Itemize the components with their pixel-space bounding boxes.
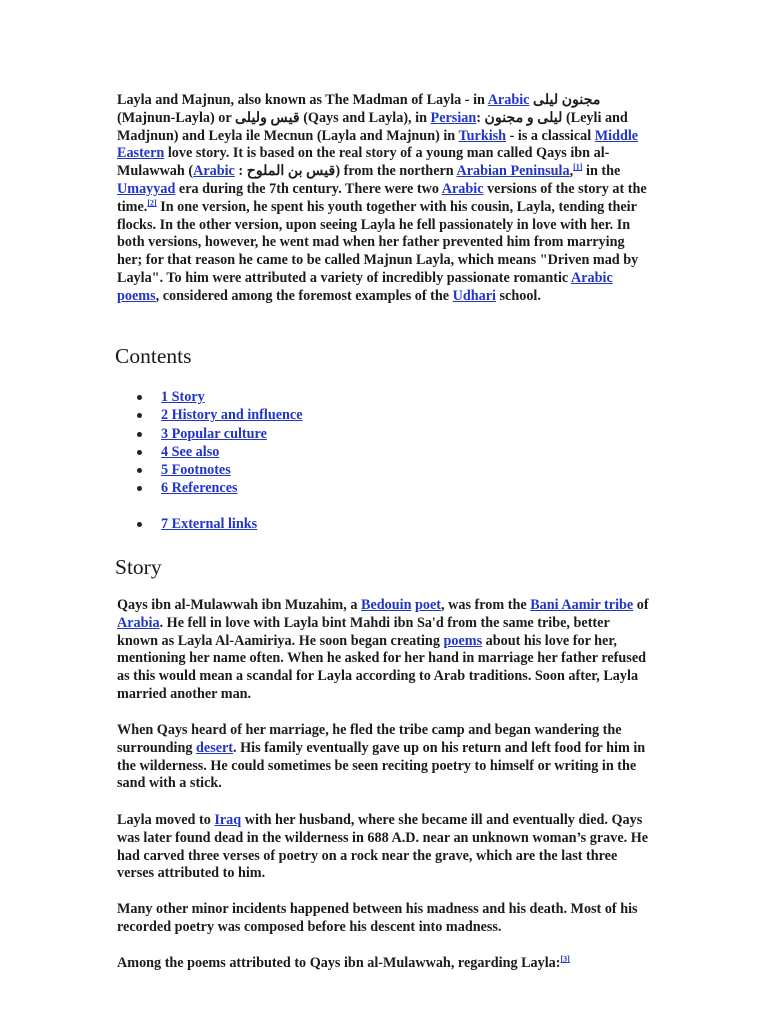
text-run: (Qays and Layla), in: [299, 109, 431, 126]
text-run: in the: [582, 163, 621, 180]
link-bedouin[interactable]: Bedouin: [361, 597, 412, 613]
toc-item: [137, 461, 303, 479]
toc-item: [137, 388, 303, 406]
text-run: Qays ibn al-Mulawwah ibn Muzahim, a: [117, 597, 361, 613]
text-run: Layla moved to: [117, 812, 215, 828]
link-middle-eastern[interactable]: Middle Eastern: [117, 127, 639, 162]
text-run: . His family eventually gave up on his return and left food for him in the wilderness. He could sometimes be seen reciting poetry to himself or writing in the sand with a stick.: [117, 739, 646, 792]
link-turkish[interactable]: Turkish: [458, 127, 507, 144]
text-run: In one version, he spent his youth together with his cousin, Layla, tending their flocks. In the other version, upon seeing Layla he fell passionately in love with her. In both versions, however, he went mad when her father prevented him from marrying her; for that reason he came to be called Majnun Layla, which means "Driven mad by Layla". To him were attributed a variety of incredibly passionate romantic: [117, 198, 639, 286]
text-run: love story. It is based on the real story of a young man called Qays ibn al-Mulawwah (: [117, 145, 610, 180]
toc-link-history[interactable]: 2 History and influence: [161, 407, 303, 424]
text-run: When Qays heard of her marriage, he fled the tribe camp and began wandering the surrounding: [117, 722, 622, 756]
arabic-name-text: قيس بن الملوح: [246, 163, 336, 180]
link-poet[interactable]: poet: [415, 597, 442, 613]
reference-link-1[interactable]: [1]: [573, 162, 583, 172]
reference-link-2[interactable]: [2]: [147, 198, 157, 208]
reference-link-3[interactable]: [3]: [560, 954, 570, 964]
link-bani-aamir-tribe[interactable]: Bani Aamir tribe: [530, 597, 634, 613]
text-run: with her husband, where she became ill and eventually died. Qays was later found dead in the wilderness in 688 A.D. near an unknown woman’s grave. He had carved three verses of poetry on a rock near the grave, which are the last three verses attributed to him.: [117, 812, 649, 882]
table-of-contents: [137, 388, 303, 533]
toc-link-external-links[interactable]: 7 External links: [161, 515, 258, 532]
link-arabic-2[interactable]: Arabic: [193, 163, 235, 180]
toc-link-footnotes[interactable]: 5 Footnotes: [161, 462, 231, 479]
text-run: era during the 7th century. There were two: [175, 180, 442, 197]
link-desert[interactable]: desert: [196, 739, 234, 756]
text-run: of: [633, 597, 649, 613]
toc-link-references[interactable]: 6 References: [161, 480, 238, 497]
text-run: versions of the story at the time.: [117, 180, 647, 215]
link-persian[interactable]: Persian: [430, 109, 477, 126]
story-heading: Story: [115, 555, 162, 579]
persian-title-text: لیلی و مجنون: [484, 109, 563, 126]
text-run: (Leyli and Madjnun) and Leyla ile Mecnun (Layla and Majnun) in: [117, 109, 628, 144]
link-poems[interactable]: poems: [443, 632, 483, 649]
link-iraq[interactable]: Iraq: [214, 812, 242, 828]
story-paragraph-3: [117, 812, 653, 883]
contents-heading: Contents: [115, 344, 192, 368]
link-arabia[interactable]: Arabia: [117, 614, 160, 631]
toc-item: [137, 406, 303, 424]
toc-link-popular-culture[interactable]: 3 Popular culture: [161, 425, 267, 442]
story-paragraph-2: [117, 722, 653, 793]
text-run: :: [476, 109, 485, 126]
link-arabian-peninsula[interactable]: Arabian Peninsula: [456, 163, 570, 180]
link-arabic[interactable]: Arabic: [487, 92, 530, 108]
text-run: , was from the: [441, 597, 531, 613]
toc-item: [137, 479, 303, 497]
link-umayyad[interactable]: Umayyad: [117, 180, 176, 197]
reference-2: [147, 198, 156, 207]
toc-item: [137, 443, 303, 461]
text-run: Layla and Majnun, also known as The Madman of Layla - in: [117, 92, 488, 108]
story-paragraph-4: Many other minor incidents happened between his madness and his death. Most of his recorded poetry was composed before his descent into madness.: [117, 901, 638, 935]
story-paragraph-5: [117, 955, 653, 973]
toc-item: [137, 515, 303, 533]
text-run: Among the poems attributed to Qays ibn al-Mulawwah, regarding Layla:: [117, 955, 561, 971]
text-run: (Majnun-Layla) or: [117, 109, 235, 126]
toc-link-story[interactable]: 1 Story: [161, 389, 205, 405]
link-arabic-poems[interactable]: Arabic poems: [117, 269, 613, 304]
toc-item: [137, 425, 303, 443]
link-udhari[interactable]: Udhari: [452, 287, 496, 304]
intro-paragraph: [117, 92, 653, 306]
text-run: school.: [495, 287, 541, 304]
reference-3: [561, 954, 570, 963]
text-run: :: [234, 163, 247, 180]
text-run: ) from the northern: [335, 163, 457, 180]
text-run: ,: [569, 163, 574, 180]
toc-link-see-also[interactable]: 4 See also: [161, 443, 220, 460]
arabic-alt-title-text: قيس وليلى: [234, 109, 300, 126]
text-run: . He fell in love with Layla bint Mahdi ibn Sa'd from the same tribe, better known as Layla Al-Aamiriya. He soon began creating: [117, 614, 610, 649]
text-run: - is a classical: [506, 127, 595, 144]
link-arabic-3[interactable]: Arabic: [441, 180, 484, 197]
story-paragraph-1: [117, 597, 653, 704]
text-run: , considered among the foremost examples of the: [155, 287, 453, 304]
text-run: about his love for her, mentioning her name often. When he asked for her hand in marriage her father refused as this would mean a scandal for Layla according to Arab traditions. Soon after, Layla married another man.: [117, 632, 647, 702]
arabic-title-text: مجنون ليلى: [533, 92, 601, 108]
